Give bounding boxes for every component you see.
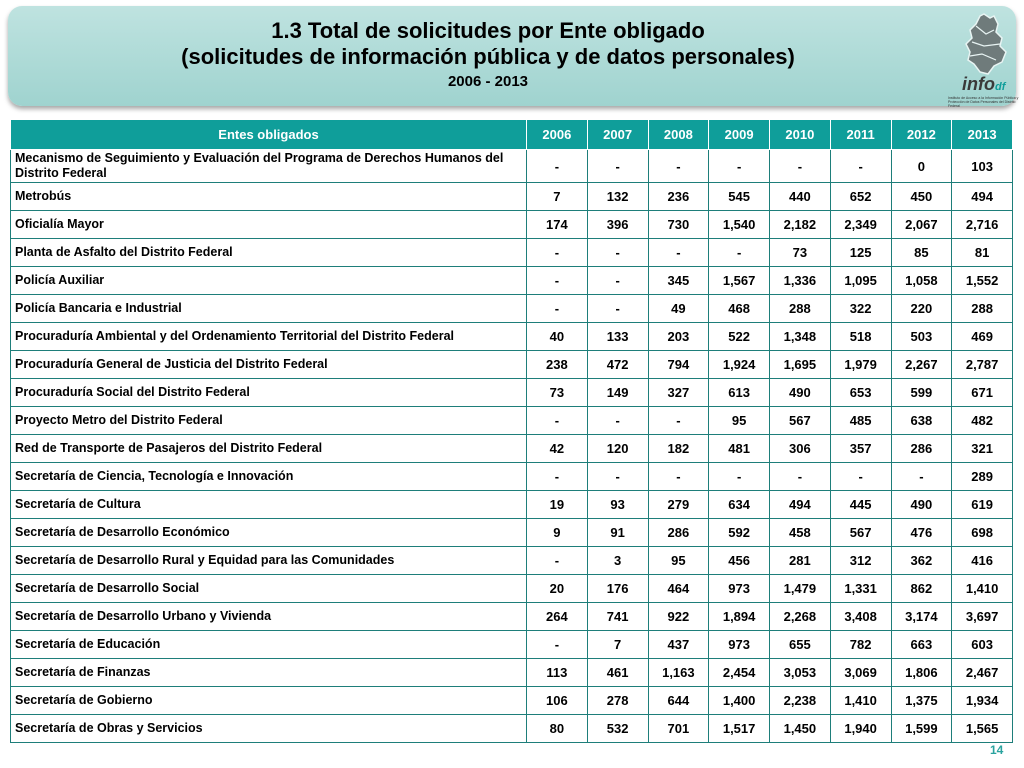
value-cell: 644 — [648, 687, 709, 715]
entity-name-cell: Secretaría de Desarrollo Rural y Equidad para las Comunidades — [11, 547, 527, 575]
value-cell: 2,349 — [830, 211, 891, 239]
logo-word: infodf — [962, 74, 1006, 94]
column-header-year: 2012 — [891, 120, 952, 150]
value-cell: - — [527, 150, 588, 183]
value-cell: 469 — [952, 323, 1013, 351]
infodf-logo — [938, 10, 1024, 106]
value-cell: 2,787 — [952, 351, 1013, 379]
value-cell: - — [648, 150, 709, 183]
value-cell: 132 — [587, 183, 648, 211]
entity-name-cell: Secretaría de Finanzas — [11, 659, 527, 687]
value-cell: 40 — [527, 323, 588, 351]
column-header-year: 2011 — [830, 120, 891, 150]
entity-name-cell: Policía Bancaria e Industrial — [11, 295, 527, 323]
value-cell: 149 — [587, 379, 648, 407]
value-cell: 9 — [527, 519, 588, 547]
value-cell: - — [587, 239, 648, 267]
entity-name-cell: Secretaría de Desarrollo Económico — [11, 519, 527, 547]
value-cell: 450 — [891, 183, 952, 211]
value-cell: 289 — [952, 463, 1013, 491]
value-cell: 1,517 — [709, 715, 770, 743]
value-cell: - — [648, 463, 709, 491]
value-cell: 278 — [587, 687, 648, 715]
value-cell: 973 — [709, 631, 770, 659]
value-cell: 120 — [587, 435, 648, 463]
table-row — [11, 267, 1013, 295]
value-cell: 472 — [587, 351, 648, 379]
entity-name-cell: Policía Auxiliar — [11, 267, 527, 295]
value-cell: 288 — [770, 295, 831, 323]
value-cell: 1,552 — [952, 267, 1013, 295]
value-cell: 1,567 — [709, 267, 770, 295]
value-cell: - — [830, 463, 891, 491]
value-cell: 321 — [952, 435, 1013, 463]
entity-name-cell: Secretaría de Cultura — [11, 491, 527, 519]
value-cell: 468 — [709, 295, 770, 323]
value-cell: - — [770, 150, 831, 183]
table-header-row — [11, 120, 1013, 150]
entity-name-cell: Procuraduría General de Justicia del Distrito Federal — [11, 351, 527, 379]
table-row — [11, 715, 1013, 743]
value-cell: - — [527, 295, 588, 323]
value-cell: 503 — [891, 323, 952, 351]
value-cell: 1,400 — [709, 687, 770, 715]
value-cell: 95 — [709, 407, 770, 435]
value-cell: 357 — [830, 435, 891, 463]
value-cell: 288 — [952, 295, 1013, 323]
title-block — [8, 18, 968, 92]
value-cell: 396 — [587, 211, 648, 239]
value-cell: 2,467 — [952, 659, 1013, 687]
value-cell: 7 — [587, 631, 648, 659]
value-cell: 437 — [648, 631, 709, 659]
value-cell: 461 — [587, 659, 648, 687]
value-cell: 1,806 — [891, 659, 952, 687]
value-cell: 1,479 — [770, 575, 831, 603]
value-cell: 490 — [770, 379, 831, 407]
value-cell: 456 — [709, 547, 770, 575]
table-row — [11, 183, 1013, 211]
value-cell: 93 — [587, 491, 648, 519]
value-cell: - — [709, 239, 770, 267]
value-cell: 238 — [527, 351, 588, 379]
value-cell: 20 — [527, 575, 588, 603]
value-cell: 458 — [770, 519, 831, 547]
value-cell: 1,695 — [770, 351, 831, 379]
value-cell: 133 — [587, 323, 648, 351]
value-cell: 1,979 — [830, 351, 891, 379]
value-cell: 220 — [891, 295, 952, 323]
table-body — [11, 150, 1013, 743]
value-cell: 322 — [830, 295, 891, 323]
value-cell: 286 — [648, 519, 709, 547]
value-cell: - — [587, 407, 648, 435]
value-cell: 1,599 — [891, 715, 952, 743]
value-cell: 741 — [587, 603, 648, 631]
entity-name-cell: Metrobús — [11, 183, 527, 211]
table-row — [11, 491, 1013, 519]
value-cell: 312 — [830, 547, 891, 575]
entity-name-cell: Mecanismo de Seguimiento y Evaluación del Programa de Derechos Humanos del Distrito Federal — [11, 150, 527, 183]
page-subtitle: (solicitudes de información pública y de datos personales) — [181, 44, 795, 69]
value-cell: 2,238 — [770, 687, 831, 715]
table-row — [11, 351, 1013, 379]
value-cell: 2,267 — [891, 351, 952, 379]
entity-name-cell: Planta de Asfalto del Distrito Federal — [11, 239, 527, 267]
value-cell: - — [648, 239, 709, 267]
entity-name-cell: Red de Transporte de Pasajeros del Distrito Federal — [11, 435, 527, 463]
value-cell: 85 — [891, 239, 952, 267]
value-cell: - — [891, 463, 952, 491]
table-row — [11, 150, 1013, 183]
value-cell: 1,163 — [648, 659, 709, 687]
entity-name-cell: Secretaría de Obras y Servicios — [11, 715, 527, 743]
table-row — [11, 659, 1013, 687]
value-cell: 174 — [527, 211, 588, 239]
value-cell: 73 — [770, 239, 831, 267]
page-number: 14 — [990, 743, 1004, 757]
requests-table — [10, 119, 1013, 743]
value-cell: - — [527, 463, 588, 491]
value-cell: - — [587, 150, 648, 183]
table-row — [11, 211, 1013, 239]
value-cell: - — [830, 150, 891, 183]
value-cell: 3,069 — [830, 659, 891, 687]
table-row — [11, 379, 1013, 407]
table-row — [11, 631, 1013, 659]
value-cell: 490 — [891, 491, 952, 519]
value-cell: 106 — [527, 687, 588, 715]
table-row — [11, 435, 1013, 463]
value-cell: 345 — [648, 267, 709, 295]
value-cell: 1,331 — [830, 575, 891, 603]
value-cell: 445 — [830, 491, 891, 519]
value-cell: 567 — [770, 407, 831, 435]
mexico-city-map-icon — [956, 12, 1016, 78]
entity-name-cell: Secretaría de Educación — [11, 631, 527, 659]
table-row — [11, 575, 1013, 603]
value-cell: 619 — [952, 491, 1013, 519]
value-cell: 671 — [952, 379, 1013, 407]
value-cell: - — [587, 267, 648, 295]
value-cell: 80 — [527, 715, 588, 743]
value-cell: 236 — [648, 183, 709, 211]
entity-name-cell: Procuraduría Ambiental y del Ordenamiento Territorial del Distrito Federal — [11, 323, 527, 351]
value-cell: 440 — [770, 183, 831, 211]
table-row — [11, 463, 1013, 491]
value-cell: - — [527, 547, 588, 575]
value-cell: 1,348 — [770, 323, 831, 351]
value-cell: 532 — [587, 715, 648, 743]
value-cell: 1,940 — [830, 715, 891, 743]
value-cell: 416 — [952, 547, 1013, 575]
value-cell: 3,408 — [830, 603, 891, 631]
value-cell: 653 — [830, 379, 891, 407]
value-cell: 1,095 — [830, 267, 891, 295]
column-header-year: 2009 — [709, 120, 770, 150]
value-cell: 862 — [891, 575, 952, 603]
value-cell: 73 — [527, 379, 588, 407]
value-cell: - — [709, 463, 770, 491]
value-cell: 81 — [952, 239, 1013, 267]
value-cell: 794 — [648, 351, 709, 379]
value-cell: 638 — [891, 407, 952, 435]
value-cell: 1,336 — [770, 267, 831, 295]
column-header-year: 2013 — [952, 120, 1013, 150]
value-cell: - — [527, 407, 588, 435]
value-cell: 663 — [891, 631, 952, 659]
value-cell: 362 — [891, 547, 952, 575]
value-cell: 634 — [709, 491, 770, 519]
value-cell: 203 — [648, 323, 709, 351]
value-cell: 545 — [709, 183, 770, 211]
table-row — [11, 603, 1013, 631]
value-cell: 264 — [527, 603, 588, 631]
table-row — [11, 239, 1013, 267]
value-cell: - — [587, 295, 648, 323]
value-cell: 599 — [891, 379, 952, 407]
value-cell: 522 — [709, 323, 770, 351]
value-cell: 1,450 — [770, 715, 831, 743]
value-cell: 592 — [709, 519, 770, 547]
value-cell: 2,067 — [891, 211, 952, 239]
value-cell: 42 — [527, 435, 588, 463]
value-cell: 698 — [952, 519, 1013, 547]
value-cell: 655 — [770, 631, 831, 659]
value-cell: 306 — [770, 435, 831, 463]
value-cell: 1,410 — [952, 575, 1013, 603]
column-header-year: 2006 — [527, 120, 588, 150]
table-row — [11, 407, 1013, 435]
value-cell: 464 — [648, 575, 709, 603]
title-banner — [8, 6, 1019, 108]
value-cell: 922 — [648, 603, 709, 631]
entity-name-cell: Secretaría de Ciencia, Tecnología e Innovación — [11, 463, 527, 491]
value-cell: 2,182 — [770, 211, 831, 239]
value-cell: - — [587, 463, 648, 491]
value-cell: 91 — [587, 519, 648, 547]
value-cell: 518 — [830, 323, 891, 351]
value-cell: - — [648, 407, 709, 435]
value-cell: 281 — [770, 547, 831, 575]
value-cell: 1,934 — [952, 687, 1013, 715]
value-cell: 1,375 — [891, 687, 952, 715]
entity-name-cell: Procuraduría Social del Distrito Federal — [11, 379, 527, 407]
value-cell: 730 — [648, 211, 709, 239]
value-cell: 476 — [891, 519, 952, 547]
value-cell: 782 — [830, 631, 891, 659]
years-range: 2006 - 2013 — [447, 73, 529, 90]
value-cell: 0 — [891, 150, 952, 183]
value-cell: 125 — [830, 239, 891, 267]
value-cell: 485 — [830, 407, 891, 435]
value-cell: 652 — [830, 183, 891, 211]
value-cell: 1,894 — [709, 603, 770, 631]
value-cell: - — [527, 267, 588, 295]
value-cell: 327 — [648, 379, 709, 407]
value-cell: 1,540 — [709, 211, 770, 239]
value-cell: - — [709, 150, 770, 183]
value-cell: 176 — [587, 575, 648, 603]
value-cell: 3,697 — [952, 603, 1013, 631]
value-cell: 1,058 — [891, 267, 952, 295]
entity-name-cell: Oficialía Mayor — [11, 211, 527, 239]
value-cell: 567 — [830, 519, 891, 547]
value-cell: 2,454 — [709, 659, 770, 687]
value-cell: 603 — [952, 631, 1013, 659]
value-cell: - — [770, 463, 831, 491]
value-cell: 113 — [527, 659, 588, 687]
entity-name-cell: Secretaría de Desarrollo Social — [11, 575, 527, 603]
value-cell: 1,924 — [709, 351, 770, 379]
column-header-entity: Entes obligados — [11, 120, 527, 150]
table-row — [11, 295, 1013, 323]
entity-name-cell: Secretaría de Gobierno — [11, 687, 527, 715]
table-row — [11, 323, 1013, 351]
value-cell: 279 — [648, 491, 709, 519]
value-cell: 3,174 — [891, 603, 952, 631]
value-cell: 19 — [527, 491, 588, 519]
value-cell: 701 — [648, 715, 709, 743]
page-title: 1.3 Total de solicitudes por Ente obligado — [271, 18, 705, 43]
value-cell: - — [527, 239, 588, 267]
value-cell: 613 — [709, 379, 770, 407]
value-cell: 286 — [891, 435, 952, 463]
entity-name-cell: Proyecto Metro del Distrito Federal — [11, 407, 527, 435]
value-cell: 49 — [648, 295, 709, 323]
column-header-year: 2010 — [770, 120, 831, 150]
value-cell: 7 — [527, 183, 588, 211]
value-cell: - — [527, 631, 588, 659]
entity-name-cell: Secretaría de Desarrollo Urbano y Vivienda — [11, 603, 527, 631]
value-cell: 494 — [770, 491, 831, 519]
value-cell: 481 — [709, 435, 770, 463]
table-row — [11, 687, 1013, 715]
logo-subtext: Instituto de Acceso a la Información Pública y Protección de Datos Personales del Distrito Federal — [948, 96, 1019, 108]
value-cell: 2,716 — [952, 211, 1013, 239]
table-row — [11, 519, 1013, 547]
value-cell: 1,565 — [952, 715, 1013, 743]
value-cell: 2,268 — [770, 603, 831, 631]
value-cell: 482 — [952, 407, 1013, 435]
value-cell: 973 — [709, 575, 770, 603]
value-cell: 494 — [952, 183, 1013, 211]
value-cell: 182 — [648, 435, 709, 463]
value-cell: 103 — [952, 150, 1013, 183]
value-cell: 3,053 — [770, 659, 831, 687]
value-cell: 1,410 — [830, 687, 891, 715]
value-cell: 95 — [648, 547, 709, 575]
table-row — [11, 547, 1013, 575]
value-cell: 3 — [587, 547, 648, 575]
column-header-year: 2008 — [648, 120, 709, 150]
column-header-year: 2007 — [587, 120, 648, 150]
